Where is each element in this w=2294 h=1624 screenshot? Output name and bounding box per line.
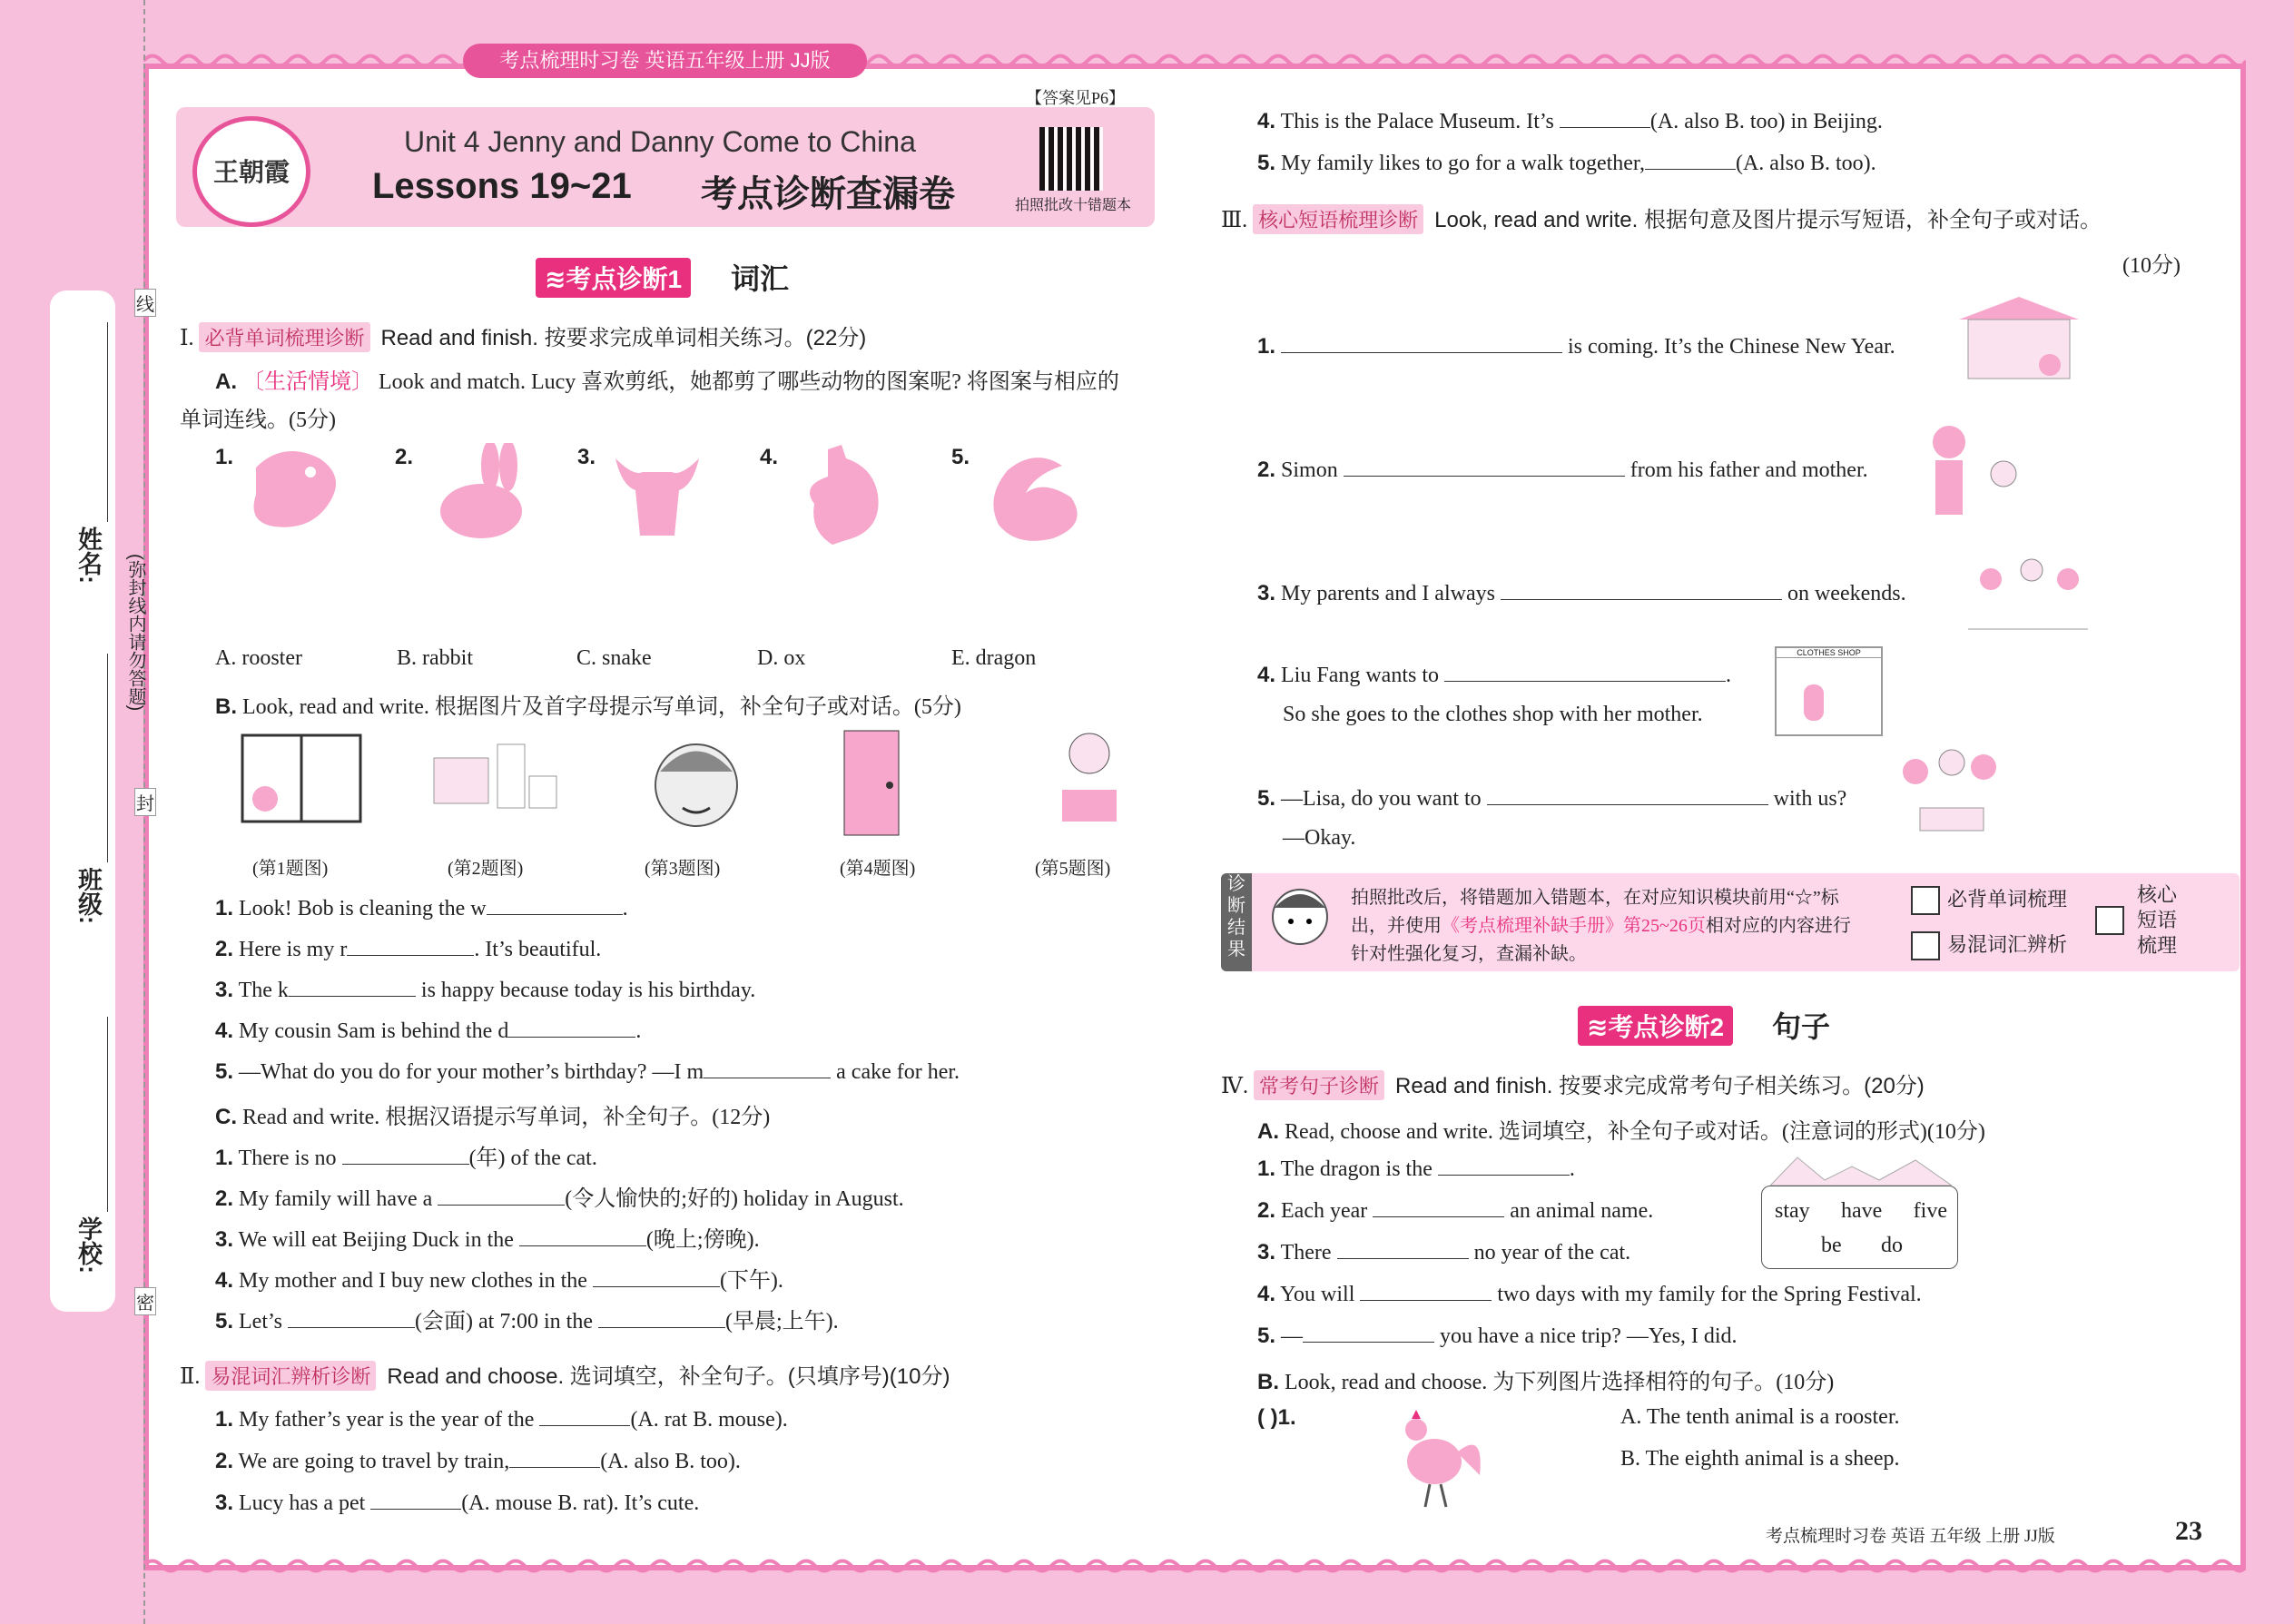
section1-title: 词汇	[731, 262, 790, 295]
item-text: Liu Fang wants to	[1281, 664, 1440, 687]
part3-item-4	[1257, 661, 1731, 688]
partC-item-5	[215, 1303, 839, 1334]
partC-label: C.	[215, 1105, 237, 1129]
school-label: 学校:	[74, 1216, 102, 1274]
item-text: My mother and I buy new clothes in the	[239, 1269, 587, 1293]
part2-heading	[180, 1358, 950, 1391]
seal-notice: (弥封线内请勿答题)	[125, 554, 145, 712]
bottom-wave-border	[143, 1556, 2246, 1576]
student-info-strip	[50, 290, 115, 1312]
part4B-label: B.	[1257, 1370, 1279, 1394]
answer-blank[interactable]	[1373, 1196, 1504, 1217]
item-text: We are going to travel by train,	[238, 1450, 510, 1473]
item-text: on weekends.	[1787, 582, 1906, 605]
part4A-item-1	[1257, 1155, 1575, 1182]
partA-text: Look and match. Lucy 喜欢剪纸，她都剪了哪些动物的图案呢? 将图案与相应的	[379, 370, 1119, 394]
word-box-row1	[1775, 1199, 1947, 1224]
item-text: (晚上;傍晚).	[645, 1228, 760, 1252]
name-label: 姓名:	[74, 527, 102, 584]
part4B-text: Look, read and choose. 为下列图片选择相符的句子。(10分)	[1285, 1371, 1835, 1394]
part4A-label: A.	[1257, 1119, 1279, 1144]
item-text: Look! Bob is cleaning the w	[239, 897, 487, 920]
rabbit-papercut-icon	[427, 443, 531, 547]
answer-blank[interactable]	[1303, 1322, 1434, 1343]
part2-num: Ⅱ.	[180, 1365, 201, 1389]
part4B-bracket[interactable]: ( )1.	[1257, 1405, 1296, 1430]
part2-tag: 易混词汇辨析诊断	[205, 1361, 376, 1391]
partA-option-4: D. ox	[757, 646, 806, 670]
checkbox-label: 易混词汇辨析	[1947, 933, 2068, 956]
word-option: five	[1913, 1199, 1947, 1223]
partB-item-3	[215, 976, 755, 1003]
part4A-instruction	[1257, 1113, 1985, 1145]
partA-tag: 〔生活情境〕	[242, 370, 373, 394]
ox-papercut-icon	[606, 445, 708, 546]
item-number: 5.	[1257, 151, 1276, 175]
item-number: 1.	[215, 1407, 234, 1432]
part3-score: (10分)	[2122, 254, 2181, 278]
part1-tag: 必背单词梳理诊断	[199, 322, 369, 352]
section1-badge: ≋考点诊断1	[536, 258, 691, 298]
part3-item-1	[1257, 332, 1895, 359]
item-text: The k	[238, 979, 289, 1002]
item-text: (A. rat B. mouse).	[630, 1408, 788, 1432]
item-text: You will	[1280, 1283, 1355, 1306]
new-year-picture	[1950, 292, 2088, 388]
answer-blank[interactable]	[598, 1307, 725, 1328]
answer-blank[interactable]	[1360, 1280, 1492, 1301]
item-text: My parents and I always	[1281, 582, 1495, 605]
item-text: Simon	[1281, 458, 1338, 482]
item-number: 2.	[215, 937, 234, 961]
item-text: My family likes to go for a walk together,	[1281, 152, 1645, 175]
partC-item-3	[215, 1221, 760, 1253]
item-text: —What do you do for your mother’s birthday? —I m	[239, 1060, 704, 1084]
part3-item-4-line2: So she goes to the clothes shop with her mother.	[1283, 703, 1703, 726]
part2-item-3	[215, 1489, 699, 1516]
mountain-decoration	[1770, 1153, 1952, 1186]
answer-blank[interactable]	[519, 1225, 646, 1246]
item-text: Let’s	[239, 1310, 283, 1334]
part2-item-5	[1257, 149, 1876, 176]
item-text: .	[1726, 664, 1732, 687]
student-avatar-icon	[1264, 881, 1336, 962]
part2-item-2	[215, 1447, 741, 1474]
part4-heading	[1221, 1068, 1925, 1100]
answer-blank[interactable]	[1337, 1238, 1469, 1259]
partB-caption-1: (第1题图)	[252, 859, 329, 879]
answer-blank[interactable]	[1501, 579, 1782, 600]
name-line[interactable]	[107, 322, 108, 522]
part3-item-2	[1257, 456, 1868, 483]
item-text: two days with my family for the Spring Festival.	[1497, 1283, 1922, 1306]
checkbox-label: 必背单词梳理	[1947, 888, 2068, 910]
window-picture	[238, 731, 365, 831]
rooster-papercut-icon	[792, 440, 891, 549]
qr-caption: 拍照批改十错题本	[1015, 198, 1132, 213]
answer-blank[interactable]	[1645, 149, 1736, 170]
item-text: My family will have a	[239, 1187, 433, 1211]
item-text: (会面) at 7:00 in the	[415, 1310, 593, 1334]
item-number: 4.	[1257, 109, 1276, 133]
logo-text: 王朝霞	[212, 159, 290, 187]
top-wave-border	[143, 51, 2246, 71]
item-text: My father’s year is the year of the	[239, 1408, 535, 1432]
partA-option-2: B. rabbit	[397, 646, 473, 670]
diagnosis-text: 出，并使用	[1351, 916, 1442, 936]
item-number: 1.	[1257, 1156, 1276, 1181]
person-figure	[1804, 684, 1824, 721]
item-text: is happy because today is his birthday.	[420, 979, 756, 1002]
part4A-item-3	[1257, 1238, 1630, 1265]
item-number: 2.	[1257, 458, 1276, 482]
item-text: from his father and mother.	[1629, 458, 1868, 482]
part4A-item-4	[1257, 1280, 1922, 1307]
part3-instruction: Look, read and write. 根据句意及图片提示写短语，补全句子或对话。	[1434, 208, 2102, 232]
partA-label: A.	[215, 369, 237, 394]
item-text: We will eat Beijing Duck in the	[238, 1228, 514, 1252]
paper-title: 考点诊断查漏卷	[701, 174, 955, 214]
item-text: (年) of the cat.	[468, 1147, 597, 1170]
item-number: 3.	[215, 1227, 234, 1252]
part1-heading	[180, 320, 866, 352]
shop-sign: CLOTHES SHOP	[1777, 648, 1881, 658]
item-text: (A. also B. too).	[600, 1450, 741, 1473]
partA-pic-num-4: 4.	[760, 445, 779, 469]
item-number: 1.	[1257, 334, 1276, 359]
partA-pic-num-3: 3.	[577, 445, 596, 469]
part4-instruction: Read and finish. 按要求完成常考句子相关练习。(20分)	[1395, 1074, 1925, 1098]
door-picture	[840, 726, 912, 840]
item-text: (A. also B. too) in Beijing.	[1649, 110, 1883, 133]
partC-instruction	[215, 1098, 770, 1130]
answer-blank[interactable]	[487, 894, 623, 915]
partA-pic-num-5: 5.	[951, 445, 970, 469]
partB-text: Look, read and write. 根据图片及首字母提示写单词，补全句子或对话。(5分)	[242, 695, 961, 719]
item-text: (A. mouse B. rat). It’s cute.	[461, 1491, 700, 1515]
item-text: is coming. It’s the Chinese New Year.	[1568, 335, 1895, 359]
partC-item-2	[215, 1180, 904, 1212]
item-text: . It’s beautiful.	[474, 938, 602, 961]
item-number: 2.	[215, 1449, 234, 1473]
item-number: 3.	[1257, 581, 1276, 605]
partB-item-2	[215, 935, 601, 962]
answer-blank[interactable]	[509, 1447, 600, 1468]
item-text: Here is my r	[239, 938, 348, 961]
item-number: 5.	[215, 1309, 234, 1334]
word-option: do	[1881, 1234, 1903, 1257]
answer-blank[interactable]	[593, 1266, 720, 1287]
item-text: .	[622, 897, 628, 920]
item-text: The dragon is the	[1280, 1157, 1433, 1181]
checkbox[interactable]	[1911, 931, 1940, 960]
part4-tag: 常考句子诊断	[1254, 1070, 1384, 1100]
rooster-picture	[1384, 1403, 1493, 1511]
item-text: (令人愉快的;好的) holiday in August.	[565, 1187, 904, 1211]
partA-text2: 单词连线。(5分)	[180, 408, 336, 432]
partB-instruction	[215, 688, 961, 720]
part1-instruction: Read and finish. 按要求完成单词相关练习。(22分)	[380, 326, 867, 350]
dragon-papercut-icon	[238, 440, 351, 549]
item-number: 4.	[1257, 663, 1276, 687]
partA-option-1: A. rooster	[215, 646, 302, 670]
item-text: (早晨;上午).	[724, 1310, 839, 1334]
part3-num: Ⅲ.	[1221, 209, 1248, 232]
diagnosis-side-label: 诊断结果	[1221, 873, 1252, 971]
partA-instruction	[215, 363, 1119, 395]
item-text: Each year	[1281, 1199, 1368, 1223]
answer-blank[interactable]	[539, 1405, 630, 1426]
class-line[interactable]	[107, 654, 108, 862]
item-text: (下午).	[719, 1269, 783, 1293]
item-number: 3.	[215, 978, 234, 1002]
section2-title: 句子	[1772, 1010, 1831, 1043]
part3-heading	[1221, 202, 2102, 234]
kid-face-picture	[646, 731, 746, 840]
word-option: have	[1841, 1199, 1883, 1223]
item-number: 5.	[215, 1059, 234, 1084]
item-text: you have a nice trip? —Yes, I did.	[1440, 1324, 1738, 1348]
partB-caption-4: (第4题图)	[840, 859, 916, 879]
item-number: 4.	[1257, 1282, 1276, 1306]
partA-option-3: C. snake	[576, 646, 652, 670]
item-number: 4.	[215, 1019, 234, 1043]
diagnosis-check-2	[1911, 930, 2067, 960]
diagnosis-check-3-label: 核心短语梳理	[2136, 883, 2177, 957]
room-picture	[425, 731, 561, 831]
part4B-option-B: B. The eighth animal is a sheep.	[1620, 1447, 1900, 1471]
snake-papercut-icon	[980, 443, 1094, 547]
answer-blank[interactable]	[1281, 332, 1562, 353]
item-text: —	[1281, 1324, 1304, 1348]
part4B-option-A: A. The tenth animal is a rooster.	[1620, 1405, 1900, 1429]
section2-badge: ≋考点诊断2	[1578, 1006, 1733, 1046]
clothes-shop-picture	[1775, 646, 1883, 736]
diagnosis-text-3: 针对性强化复习，查漏补缺。	[1351, 944, 1587, 964]
item-number: 2.	[1257, 1198, 1276, 1223]
diagnosis-check-1	[1911, 884, 2067, 915]
item-number: 1.	[215, 1146, 234, 1170]
partB-caption-5: (第5题图)	[1035, 859, 1111, 879]
item-text: a cake for her.	[836, 1060, 960, 1084]
footer-text: 考点梳理时习卷 英语 五年级 上册 JJ版	[1766, 1527, 2055, 1546]
part4B-instruction	[1257, 1363, 1834, 1395]
word-box	[1761, 1186, 1958, 1269]
item-text: There is no	[238, 1147, 337, 1170]
word-box-row2	[1821, 1234, 1903, 1258]
item-text: no year of the cat.	[1473, 1241, 1631, 1265]
item-text: an animal name.	[1510, 1199, 1654, 1223]
answer-blank[interactable]	[1487, 784, 1768, 805]
answer-blank[interactable]	[508, 1017, 635, 1038]
item-text: Lucy has a pet	[239, 1491, 366, 1515]
publisher-logo	[192, 116, 310, 227]
part2-item-1	[215, 1405, 788, 1432]
diagnosis-text: 相对应的内容进行	[1705, 916, 1851, 936]
diagnosis-check-3-box[interactable]	[2095, 906, 2124, 935]
partB-item-5	[215, 1058, 960, 1085]
partC-text: Read and write. 根据汉语提示写单词，补全句子。(12分)	[242, 1106, 771, 1129]
qr-code[interactable]	[1039, 127, 1103, 191]
partA-pic-num-1: 1.	[215, 445, 234, 469]
answer-blank[interactable]	[342, 1144, 469, 1165]
partB-caption-3: (第3题图)	[645, 859, 721, 879]
answer-blank[interactable]	[1344, 456, 1625, 477]
answer-blank[interactable]	[289, 976, 416, 997]
partA-pic-num-2: 2.	[395, 445, 414, 469]
item-number: 5.	[1257, 1324, 1276, 1348]
seal-char-seal: 封	[134, 788, 156, 816]
family-gift-picture	[1917, 419, 2031, 527]
item-number: 1.	[215, 896, 234, 920]
answer-blank[interactable]	[438, 1185, 565, 1206]
item-text: .	[1569, 1157, 1575, 1181]
word-option: stay	[1775, 1199, 1810, 1223]
answer-blank[interactable]	[347, 935, 474, 956]
school-line[interactable]	[107, 1017, 108, 1212]
page-number: 23	[2175, 1516, 2202, 1546]
part4A-item-5	[1257, 1322, 1738, 1349]
part3-tag: 核心短语梳理诊断	[1253, 204, 1423, 234]
unit-title: Unit 4 Jenny and Danny Come to China	[404, 125, 916, 158]
item-number: 3.	[215, 1491, 234, 1515]
answer-blank[interactable]	[288, 1307, 415, 1328]
class-label: 班级:	[74, 867, 102, 924]
partB-label: B.	[215, 694, 237, 719]
part2-instruction: Read and choose. 选词填空，补全句子。(只填序号)(10分)	[387, 1364, 950, 1389]
girl-cake-picture	[1044, 726, 1135, 840]
part4-num: Ⅳ.	[1221, 1075, 1248, 1098]
item-text: .	[635, 1019, 642, 1043]
item-text: My cousin Sam is behind the d	[239, 1019, 509, 1043]
answer-blank[interactable]	[1438, 1155, 1570, 1176]
item-text: —Lisa, do you want to	[1281, 787, 1482, 811]
answer-blank[interactable]	[370, 1489, 461, 1510]
lessons-title: Lessons 19~21	[372, 166, 632, 206]
part3-item-3	[1257, 579, 1906, 606]
partA-option-5: E. dragon	[951, 646, 1037, 670]
answer-blank[interactable]	[704, 1058, 831, 1078]
partC-item-4	[215, 1262, 783, 1294]
item-text: with us?	[1773, 787, 1847, 811]
answer-ref: 【答案见P6】	[1026, 89, 1126, 107]
seal-char-secret: 密	[134, 1287, 156, 1315]
kids-playing-picture	[1893, 744, 2006, 842]
part1-num: Ⅰ.	[180, 327, 194, 350]
item-number: 2.	[215, 1186, 234, 1211]
part2-item-4	[1257, 107, 1883, 134]
part4A-text: Read, choose and write. 选词填空，补全句子或对话。(注意词的形式)(10分)	[1285, 1120, 1985, 1144]
word-option: be	[1821, 1234, 1842, 1257]
seal-char-line: 线	[134, 289, 156, 317]
checkbox[interactable]	[1911, 886, 1940, 915]
item-number: 4.	[215, 1268, 234, 1293]
partB-item-1	[215, 894, 628, 921]
answer-blank[interactable]	[1444, 661, 1726, 682]
item-number: 3.	[1257, 1240, 1276, 1265]
partC-item-1	[215, 1139, 597, 1171]
diagnosis-text-1: 拍照批改后，将错题加入错题本，在对应知识模块前用“☆”标	[1351, 888, 1839, 908]
item-text: There	[1280, 1241, 1332, 1265]
answer-blank[interactable]	[1560, 107, 1650, 128]
partB-caption-2: (第2题图)	[448, 859, 524, 879]
item-text: This is the Palace Museum. It’s	[1280, 110, 1554, 133]
part3-item-5-line2: —Okay.	[1283, 826, 1356, 850]
item-text: (A. also B. too).	[1735, 152, 1876, 175]
handbook-reference: 《考点梳理补缺手册》第25~26页	[1442, 916, 1706, 936]
part3-item-5	[1257, 784, 1846, 812]
part4A-item-2	[1257, 1196, 1653, 1224]
cleaning-picture	[1968, 543, 2088, 635]
partB-item-4	[215, 1017, 641, 1044]
item-number: 5.	[1257, 786, 1276, 811]
diagnosis-text-2	[1351, 910, 1851, 937]
series-pill: 考点梳理时习卷 英语五年级上册 JJ版	[463, 44, 867, 78]
